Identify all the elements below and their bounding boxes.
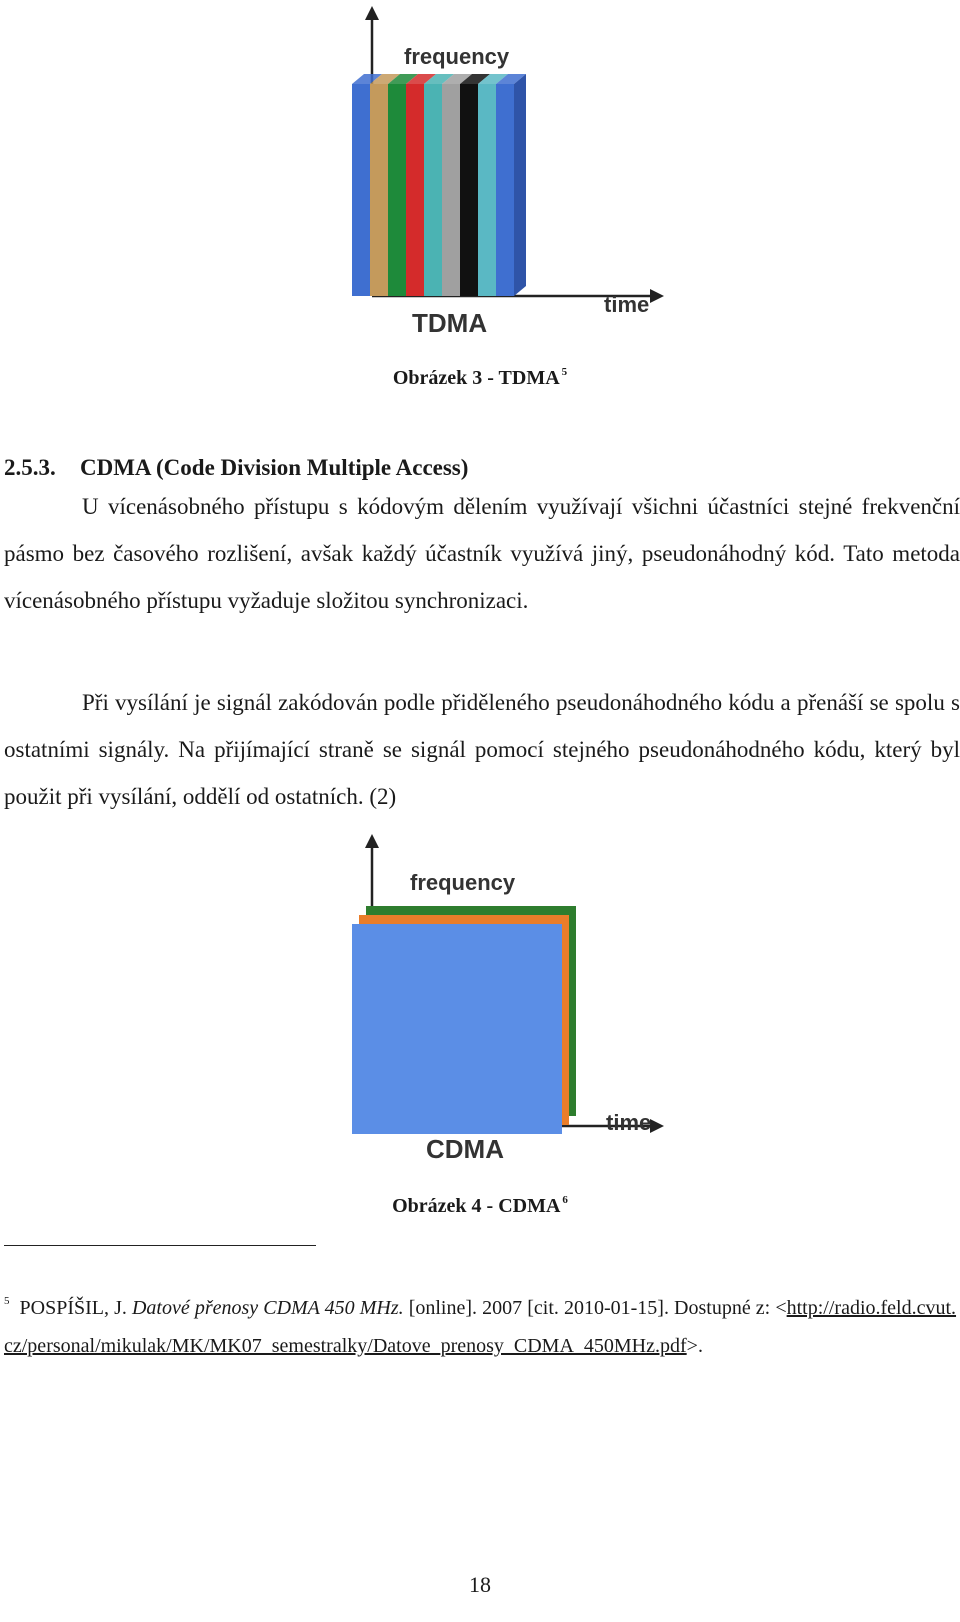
tdma-stripe [388, 84, 406, 296]
footnote [4, 1282, 956, 1365]
footnote-title: Datové přenosy CDMA 450 MHz. [131, 1297, 404, 1319]
tdma-slab-side [514, 74, 526, 296]
cdma-frequency-arrowhead [365, 834, 379, 848]
figure-3-caption-text: Obrázek 3 - TDMA [392, 367, 560, 389]
tdma-stripe [370, 84, 388, 296]
cdma-name-label: CDMA [426, 1134, 504, 1164]
tdma-frequency-arrowhead [365, 6, 379, 20]
paragraph-2: Při vysílání je signál zakódován podle přiděleného pseudonáhodného kódu a přenáší se spolu s ostatními signály. Na přijímající straně se signál pomocí stejného pseudonáhodného kódu, který byl použit při vysílání, oddělí od ostatních. (2) [4, 690, 960, 809]
footnote-close-bracket: >. [686, 1335, 703, 1357]
footnote-open-bracket: < [775, 1297, 787, 1319]
section-title: CDMA (Code Division Multiple Access) [80, 455, 469, 480]
footnote-marker: 5 [4, 1295, 10, 1307]
cdma-layers [352, 906, 576, 1134]
section-number: 2.5.3. [4, 455, 56, 480]
cdma-figure [340, 830, 670, 1170]
tdma-figure [340, 0, 670, 340]
paragraph-1: U vícenásobného přístupu s kódovým dělením využívají všichni účastníci stejné frekvenční pásmo bez časového rozlišení, avšak každý účastník využívá jiný, pseudonáhodný kód. Tato metoda vícenásobného přístupu vyžaduje složitou synchronizaci. [4, 494, 960, 613]
footnote-separator [4, 1245, 316, 1246]
figure-3-footnote-ref: 5 [561, 366, 568, 378]
tdma-stripe [424, 84, 442, 296]
cdma-time-arrowhead [650, 1119, 664, 1133]
figure-3-caption [0, 366, 960, 390]
footnote-author: POSPÍŠIL, J. [19, 1297, 127, 1319]
figure-4-caption [0, 1194, 960, 1218]
cdma-time-label: time [606, 1110, 652, 1135]
figure-4-footnote-ref: 6 [562, 1194, 568, 1206]
tdma-stripes [352, 74, 526, 296]
tdma-stripe [406, 84, 424, 296]
footnote-details: [online]. 2007 [cit. 2010-01-15]. Dostupné z: [408, 1297, 771, 1319]
page-number: 18 [469, 1572, 491, 1597]
tdma-stripe [352, 84, 370, 296]
tdma-frequency-label: frequency [404, 44, 510, 69]
tdma-time-label: time [604, 292, 650, 317]
section-heading [4, 455, 468, 481]
figure-4-caption-text: Obrázek 4 - CDMA [392, 1195, 561, 1217]
tdma-stripe [442, 84, 460, 296]
tdma-stripe [496, 84, 514, 296]
cdma-frequency-label: frequency [410, 870, 516, 895]
tdma-time-arrowhead [650, 289, 664, 303]
cdma-layer [352, 924, 562, 1134]
tdma-stripe [478, 84, 496, 296]
tdma-name-label: TDMA [412, 308, 488, 338]
footnote-url-link[interactable]: http://radio.feld.cvut.cz/personal/mikulak/MK/MK07_semestralky/Datove_prenosy_CDMA_450MHz.pdf [4, 1297, 957, 1357]
tdma-stripe [460, 84, 478, 296]
